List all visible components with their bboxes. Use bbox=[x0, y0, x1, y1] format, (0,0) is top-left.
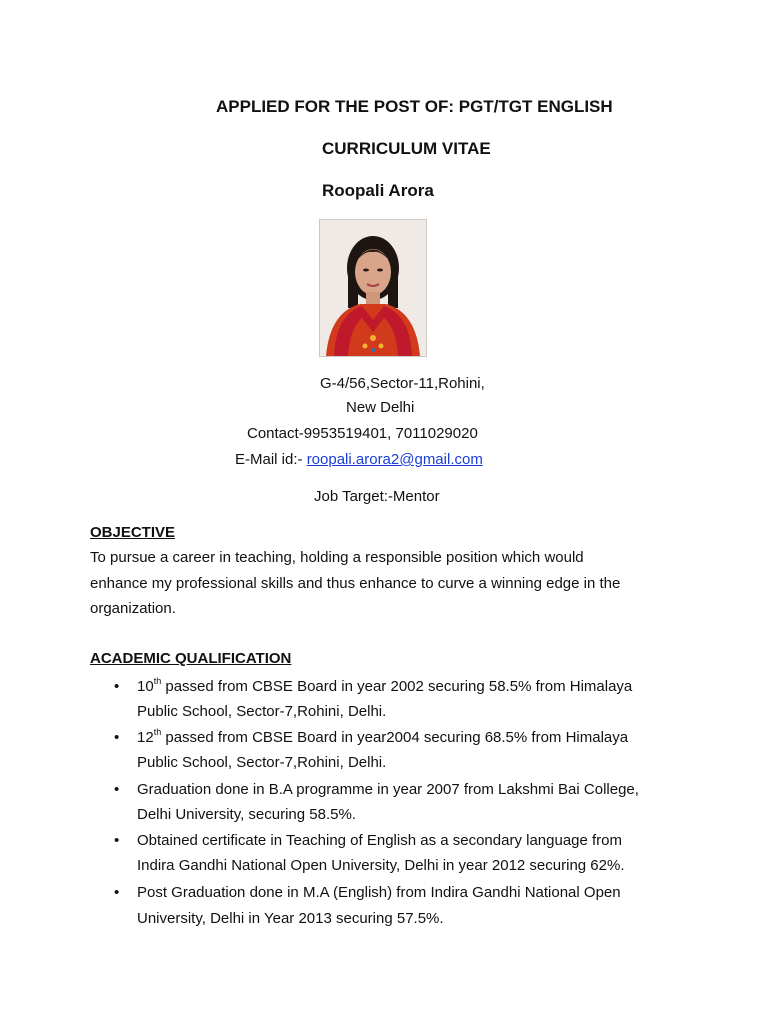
objective-line-3: organization. bbox=[90, 600, 176, 617]
address-line-2: New Delhi bbox=[346, 399, 415, 416]
academic-item-2-line-2: Public School, Sector-7,Rohini, Delhi. bbox=[137, 754, 387, 771]
academic-item-2-line-1: 12th passed from CBSE Board in year2004 securing 68.5% from Himalaya bbox=[137, 727, 629, 746]
bullet-icon: • bbox=[114, 832, 120, 849]
academic-item-3-line-2: Delhi University, securing 58.5%. bbox=[137, 806, 356, 823]
address-line-1: G-4/56,Sector-11,Rohini, bbox=[320, 375, 485, 392]
applied-for-heading: APPLIED FOR THE POST OF: PGT/TGT ENGLISH bbox=[216, 97, 613, 116]
cv-title: CURRICULUM VITAE bbox=[322, 139, 491, 158]
academic-heading: ACADEMIC QUALIFICATION bbox=[90, 650, 292, 667]
bullet-icon: • bbox=[114, 678, 120, 695]
academic-item-5-line-1: Post Graduation done in M.A (English) from Indira Gandhi National Open bbox=[137, 884, 621, 901]
contact-label: Contact- bbox=[247, 425, 304, 442]
email-label: E-Mail id:- bbox=[235, 451, 303, 468]
academic-item-1-line-1: 10th passed from CBSE Board in year 2002 securing 58.5% from Himalaya bbox=[137, 676, 633, 695]
objective-line-2: enhance my professional skills and thus enhance to curve a winning edge in the bbox=[90, 575, 621, 592]
contact-numbers: Contact-9953519401, 7011029020 bbox=[247, 425, 478, 442]
bullet-icon: • bbox=[114, 884, 120, 901]
email-row bbox=[235, 450, 483, 470]
portrait-illustration bbox=[320, 220, 426, 356]
job-target: Job Target:-Mentor bbox=[314, 488, 440, 505]
phone-1: 9953519401 bbox=[303, 425, 388, 442]
candidate-photo bbox=[319, 219, 427, 357]
academic-item-4-line-2: Indira Gandhi National Open University, Delhi in year 2012 securing 62%. bbox=[137, 857, 625, 874]
phone-2: 7011029020 bbox=[395, 425, 478, 442]
objective-heading: OBJECTIVE bbox=[90, 524, 176, 541]
email-link[interactable]: roopali.arora2@gmail.com bbox=[306, 451, 483, 468]
candidate-name: Roopali Arora bbox=[322, 181, 434, 200]
objective-line-1: To pursue a career in teaching, holding a responsible position which would bbox=[90, 549, 584, 566]
academic-item-5-line-2: University, Delhi in Year 2013 securing 57.5%. bbox=[137, 910, 444, 927]
bullet-icon: • bbox=[114, 729, 120, 746]
academic-item-1-line-2: Public School, Sector-7,Rohini, Delhi. bbox=[137, 703, 387, 720]
bullet-icon: • bbox=[114, 781, 120, 798]
academic-item-3-line-1: Graduation done in B.A programme in year 2007 from Lakshmi Bai College, bbox=[137, 781, 639, 798]
academic-item-4-line-1: Obtained certificate in Teaching of English as a secondary language from bbox=[137, 832, 623, 849]
